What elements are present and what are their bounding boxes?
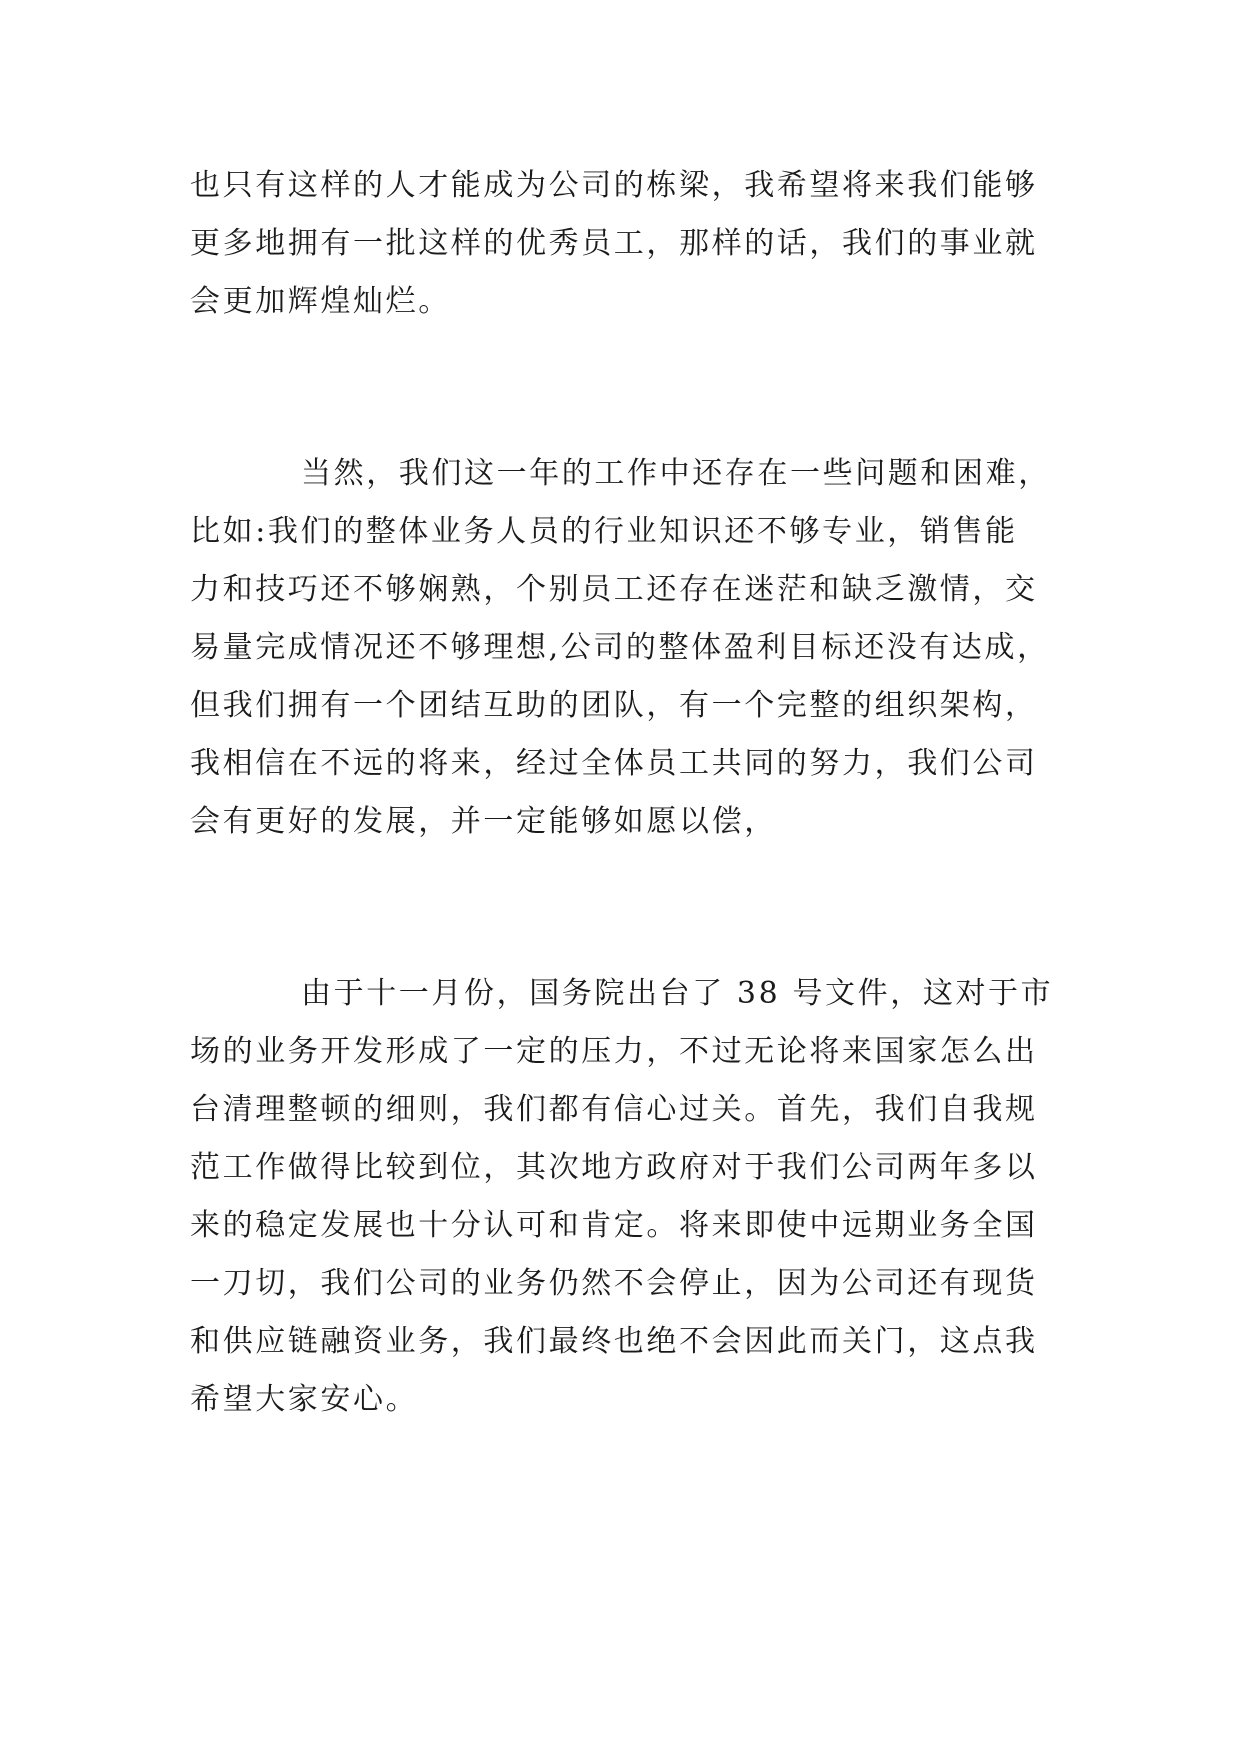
- paragraph-line: 希望大家安心。: [190, 1382, 419, 1417]
- paragraph-line: 由于十一月份，国务院出台了 38 号文件，这对于市: [301, 976, 1054, 1011]
- paragraph-line: 会有更好的发展，并一定能够如愿以偿，: [190, 804, 777, 839]
- paragraph-line: 我相信在不远的将来，经过全体员工共同的努力，我们公司: [190, 746, 1038, 781]
- paragraph-line: 台清理整顿的细则，我们都有信心过关。首先，我们自我规: [190, 1092, 1038, 1127]
- paragraph-line: 场的业务开发形成了一定的压力，不过无论将来国家怎么出: [190, 1034, 1038, 1069]
- paragraph-line: 当然，我们这一年的工作中还存在一些问题和困难，: [301, 456, 1051, 491]
- paragraph-line: 也只有这样的人才能成为公司的栋梁，我希望将来我们能够: [190, 168, 1038, 203]
- paragraph-line: 但我们拥有一个团结互助的团队，有一个完整的组织架构，: [190, 688, 1038, 723]
- paragraph-line: 比如:我们的整体业务人员的行业知识还不够专业，销售能: [190, 514, 1018, 549]
- paragraph-line: 力和技巧还不够娴熟，个别员工还存在迷茫和缺乏激情，交: [190, 572, 1038, 607]
- paragraph-line: 来的稳定发展也十分认可和肯定。将来即使中远期业务全国: [190, 1208, 1038, 1243]
- paragraph-line: 一刀切，我们公司的业务仍然不会停止，因为公司还有现货: [190, 1266, 1038, 1301]
- paragraph-line: 会更加辉煌灿烂。: [190, 284, 451, 319]
- paragraph-line: 和供应链融资业务，我们最终也绝不会因此而关门，这点我: [190, 1324, 1038, 1359]
- paragraph-line: 易量完成情况还不够理想,公司的整体盈利目标还没有达成，: [190, 630, 1050, 665]
- paragraph-line: 更多地拥有一批这样的优秀员工，那样的话，我们的事业就: [190, 226, 1038, 261]
- paragraph-line: 范工作做得比较到位，其次地方政府对于我们公司两年多以: [190, 1150, 1038, 1185]
